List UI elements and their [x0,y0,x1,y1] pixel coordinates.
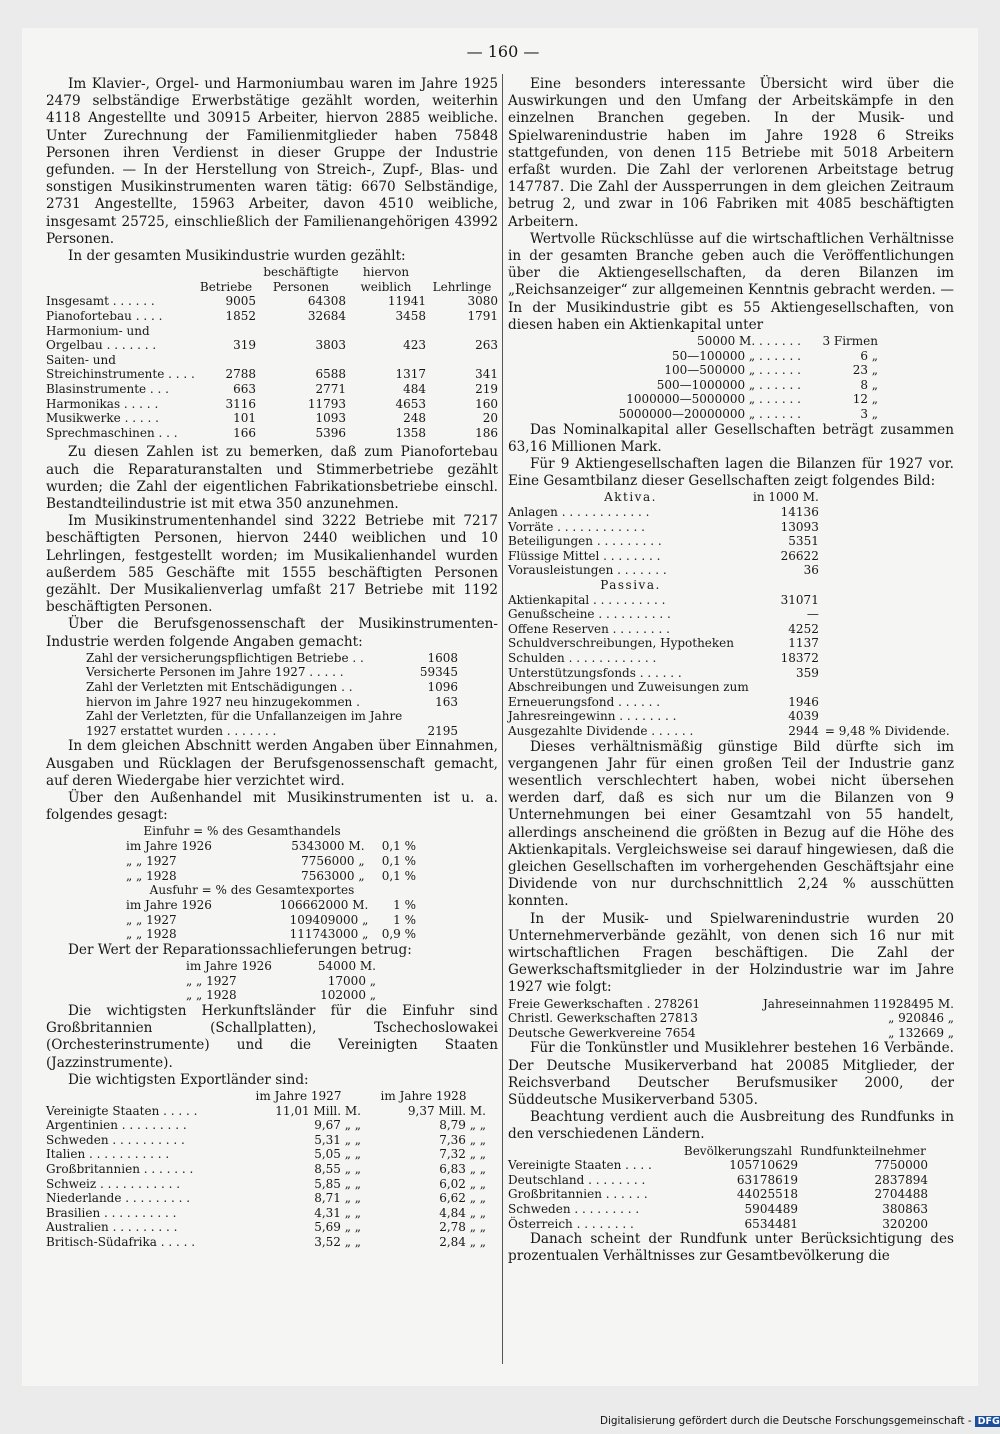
table-cell: 5000000—20000000 „ . . . . . . [618,407,801,422]
table-row [508,1187,928,1202]
table-cell: Beteiligungen . . . . . . . . . [508,534,662,549]
table-cell: „ „ 1927 [126,853,177,868]
table-header-row [508,490,954,505]
table-cell: Australien . . . . . . . . . [46,1220,178,1235]
table-cell: 2788 [225,367,256,382]
table-cell: Genußscheine . . . . . . . . . . [508,607,671,622]
table-row [508,1217,928,1232]
table-row [86,695,458,710]
table-cell: 1 % [393,898,416,913]
table-cell: 106662000 M. [279,898,369,913]
table-row [46,397,498,412]
table-cell: 4039 [788,709,819,724]
table-cell: 5343000 M. [291,839,365,854]
table-cell: Schweden . . . . . . . . . [508,1201,640,1216]
table-row [126,898,416,913]
ausfuhr-heading: Ausfuhr = % des Gesamtexportes [149,883,355,898]
column-header [508,1144,678,1159]
table-cell: 248 [403,411,426,426]
table-cell: 6,83 „ „ [439,1161,486,1176]
table-cell: 6534481 [744,1216,798,1231]
paragraph: Danach scheint der Rundfunk unter Berücksichtigung des prozentualen Verhältnisses zur Gesamtbevölkerung die [508,1231,954,1265]
table-cell: 3458 [395,309,426,324]
column-header: Lehrlinge [432,279,492,294]
table-row [508,680,954,709]
einfuhr-table [126,839,416,883]
table-cell: 0,1 % [381,853,416,868]
table-cell: 1608 [427,650,458,665]
table-row [508,724,954,739]
table-cell: 0,1 % [381,839,416,854]
column-header: hiervon weiblich [360,265,412,294]
table-row [508,1202,928,1217]
table-cell: 101 [233,411,256,426]
table-cell: 2,84 „ „ [439,1234,486,1249]
table-row [508,549,954,564]
table-cell: Vereinigte Staaten . . . . [508,1158,652,1173]
table-row [46,382,498,397]
table-cell: 6588 [315,367,346,382]
table-cell: 7756000 „ [301,853,365,868]
einfuhr-heading: Einfuhr = % des Gesamthandels [143,824,341,839]
column-header: im Jahre 1927 [255,1088,342,1103]
table-cell: „ „ 1927 [186,973,237,988]
table-cell: 12 „ [852,392,878,407]
table-row [46,294,498,309]
table-cell: Anlagen . . . . . . . . . . . . [508,505,650,520]
table-row [508,1158,928,1173]
table-cell: Christl. Gewerkschaften 27813 [508,1011,698,1026]
table-row [508,1011,954,1026]
table-cell: Vorausleistungen . . . . . . . [508,563,667,578]
table-cell: Schweiz . . . . . . . . . . . [46,1176,181,1191]
table-cell: 2195 [427,723,458,738]
table-row [508,1026,954,1041]
column-divider [502,74,503,1364]
table-cell: 2837894 [874,1172,928,1187]
table-cell: 14136 [780,505,819,520]
table-cell: 105710629 [729,1158,798,1173]
table-row [86,709,458,738]
table-row [46,1118,486,1133]
table-cell: 111743000 „ [289,927,369,942]
table-cell: 8,71 „ „ [314,1191,361,1206]
spacer [819,534,954,549]
footer-text: Digitalisierung gefördert durch die Deutsche Forschungsgemeinschaft - [600,1415,972,1427]
table-row [126,913,416,928]
column-header [753,578,819,593]
table-cell: Großbritannien . . . . . . [508,1187,648,1202]
table-header-row [46,265,498,294]
table-cell: 166 [233,425,256,440]
table-cell: 18372 [780,650,819,665]
table-cell: im Jahre 1926 [186,959,272,974]
table-cell: Sprechmaschinen . . . [46,425,178,440]
table-cell: Österreich . . . . . . . . [508,1216,634,1231]
dfg-logo: DFG [975,1416,1000,1427]
table-cell: 2,78 „ „ [439,1220,486,1235]
table-cell: 7,32 „ „ [439,1147,486,1162]
paragraph: In der Musik- und Spielwarenindustrie wurden 20 Unternehmerverbände gezählt, von denen sich 16 nur mit wirtschaftlichen Fragen beschäftigen. Die Zahl der Gewerkschaftsmitglieder in der Holzindustrie war im Jahre 1927 wie folgt: [508,910,954,996]
table-cell: 5,69 „ „ [314,1220,361,1235]
column-header: in 1000 M. [753,490,819,505]
table-cell: Vorräte . . . . . . . . . . . . [508,519,645,534]
paragraph: Das Nominalkapital aller Gesellschaften beträgt zusammen 63,16 Millionen Mark. [508,421,954,455]
table-cell: Schuldverschreibungen, Hypotheken [508,636,735,651]
table-cell: Offene Reserven . . . . . . . . [508,621,670,636]
table-row [46,426,498,441]
table-cell: 1093 [315,411,346,426]
table-cell: 5,85 „ „ [314,1176,361,1191]
table-cell: 3803 [315,338,346,353]
table-cell: 5351 [788,534,819,549]
spacer [819,490,954,505]
table-cell: 9,67 „ „ [314,1118,361,1133]
table-cell: 8 „ [860,377,878,392]
table-cell: hiervon im Jahre 1927 neu hinzugekommen . [86,694,360,709]
table-cell: 423 [403,338,426,353]
table-cell: 6,02 „ „ [439,1176,486,1191]
table-cell: 0,1 % [381,868,416,883]
table-cell: „ 920846 „ [888,1011,954,1026]
radio-table [508,1144,928,1232]
table-cell: 20 [482,411,498,426]
table-row [86,680,458,695]
table-cell: Flüssige Mittel . . . . . . . . [508,548,661,563]
table-row [186,959,376,974]
table-cell: im Jahre 1926 [126,839,212,854]
table-header-row [508,1144,928,1159]
paragraph: Im Musikinstrumentenhandel sind 3222 Betriebe mit 7217 beschäftigten Personen, hiervon 2440 weiblichen und 10 Lehrlingen, festgestellt worden; im Musikalienhandel wurden außerdem 585 Geschäfte mit 1555 beschäftigten Personen gezählt. Der Musikalienverlag umfaßt 217 Betriebe mit 1192 beschäftigten Personen. [46,513,498,616]
table-cell: 3 „ [860,407,878,422]
table-cell: Versicherte Personen im Jahre 1927 . . . . . [86,665,344,680]
column-header: Rundfunkteilnehmer [800,1143,926,1158]
table-cell: Zahl der Verletzten mit Entschädigungen . . [86,679,353,694]
table-row [186,988,376,1003]
balance-table [508,490,954,738]
table-row [508,534,954,549]
table-row [86,651,458,666]
table-cell: 6 „ [860,348,878,363]
table-cell: Italien . . . . . . . . . . . [46,1147,170,1162]
table-cell: 160 [475,396,498,411]
table-cell: Freie Gewerkschaften . 278261 [508,996,701,1011]
section-heading: Passiva. [600,577,661,592]
table-cell: 1791 [467,309,498,324]
table-cell: Brasilien . . . . . . . . . . [46,1205,177,1220]
table-cell: 17000 „ [327,973,376,988]
table-row [126,869,416,884]
paragraph: Über die Berufsgenossenschaft der Musikinstrumenten-Industrie werden folgende Angaben gemacht: [46,616,498,650]
left-column [46,76,498,1249]
table-cell: Pianofortebau . . . . [46,309,163,324]
paragraph: Beachtung verdient auch die Ausbreitung des Rundfunks in den verschiedenen Ländern. [508,1109,954,1143]
paragraph: Die wichtigsten Herkunftsländer für die Einfuhr sind Großbritannien (Schallplatten), Tschechoslowakei (Orchesterinstrumente) und die Vereinigten Staaten (Jazzinstrumente). [46,1002,498,1071]
table-cell: „ „ 1928 [186,988,237,1003]
table-cell: 7750000 [874,1158,928,1173]
table-row [46,1235,486,1250]
paragraph: Die wichtigsten Exportländer sind: [68,1071,309,1088]
paragraph: Der Wert der Reparationssachlieferungen betrug: [68,941,412,958]
table-cell: 3 Firmen [822,334,878,349]
column-header: im Jahre 1928 [380,1088,467,1103]
table-row [508,563,954,578]
table-cell [819,651,954,666]
table-cell: Niederlande . . . . . . . . . [46,1191,191,1206]
table-cell: 13093 [780,519,819,534]
paragraph: Wertvolle Rückschlüsse auf die wirtschaftlichen Verhältnisse in der gesamten Branche geben auch die Veröffentlichungen über die Aktiengesellschaften, da deren Bilanzen im „Reichsanzeiger“ zur allgemeinen Kenntnis gebracht werden. — In der Musikindustrie gibt es 55 Aktiengesellschaften, von diesen haben ein Aktienkapital unter [508,230,954,333]
table-cell: 219 [475,381,498,396]
section-heading: Aktiva. [604,490,657,505]
ausfuhr-table [126,898,416,942]
table-row [508,636,954,651]
table-cell: Deutschland . . . . . . . . [508,1172,646,1187]
table-row [126,854,416,869]
table-row [548,334,878,349]
column-header [46,1089,236,1104]
table-cell: Aktienkapital . . . . . . . . . . [508,592,666,607]
table-row [46,1191,486,1206]
table-cell: Jahreseinnahmen 11928495 M. [763,996,954,1011]
table-cell: 0,9 % [381,927,416,942]
table-cell: 31071 [780,592,819,607]
table-cell: 5904489 [744,1201,798,1216]
table-cell: 102000 „ [320,988,376,1003]
table-row [508,666,954,681]
page-number: — 160 — [466,42,540,61]
table-cell: 9,37 Mill. M. [407,1103,486,1118]
table-row [548,349,878,364]
table-cell: Jahresreingewinn . . . . . . . . [508,709,677,724]
table-row [86,665,458,680]
spacer [819,549,954,564]
table-cell: 11,01 Mill. M. [275,1103,361,1118]
export-table [46,1089,486,1250]
paragraph: In dem gleichen Abschnitt werden Angaben über Einnahmen, Ausgaben und Rücklagen der Berufsgenossenschaft gemacht, auf deren Wiedergabe hier verzichtet wird. [46,738,498,789]
table-cell: 1096 [427,679,458,694]
table-row [508,997,954,1012]
table-row [46,1206,486,1221]
table-cell: 59345 [419,665,458,680]
table-cell: 4,84 „ „ [439,1205,486,1220]
table-cell: Deutsche Gewerkvereine 7654 [508,1025,696,1040]
table-cell: 7,36 „ „ [439,1132,486,1147]
table-cell [819,636,954,651]
table-cell: 3116 [225,396,256,411]
table-cell [819,709,954,724]
table-cell: 64308 [307,294,346,309]
table-cell: 6,62 „ „ [439,1191,486,1206]
table-cell: 54000 M. [317,959,376,974]
table-cell: 3,52 „ „ [314,1234,361,1249]
table-cell: 26622 [780,548,819,563]
table-cell: 1358 [395,425,426,440]
table-cell [819,666,954,681]
column-header: beschäftigte Personen [263,265,339,294]
table-row [46,1162,486,1177]
table-row [508,505,954,520]
table-row [548,363,878,378]
table-cell [819,607,954,622]
table-cell: Saiten- und Streichinstrumente . . . . [46,352,195,382]
table-cell: = 9,48 % Dividende. [824,723,950,738]
table-row [46,1177,486,1192]
table-cell: — [806,607,819,622]
table-cell: 8,79 „ „ [439,1118,486,1133]
table-cell: Musikwerke . . . . . [46,411,159,426]
table-row [46,411,498,426]
table-header-row [508,578,954,593]
table-row [46,1133,486,1148]
table-cell: 359 [795,665,819,680]
table-row [46,309,498,324]
table-cell: Vereinigte Staaten . . . . . [46,1103,198,1118]
table-cell: 5396 [315,425,346,440]
table-row [508,709,954,724]
table-cell: Abschreibungen und Zuweisungen zum Erneuerungsfond . . . . . . [508,680,749,709]
table-cell: 2704488 [874,1187,928,1202]
table-cell: Insgesamt . . . . . . [46,294,155,309]
spacer [819,520,954,535]
table-row [508,520,954,535]
paragraph: Zu diesen Zahlen ist zu bemerken, daß zum Pianofortebau auch die Reparaturanstalten und Stimmerbetriebe gezählt wurden; die Zahl der eigentlichen Fabrikationsbetriebe einschl. Bestandteilindustrie ist mit etwa 350 anzunehmen. [46,444,498,512]
table-cell: Argentinien . . . . . . . . . [46,1118,187,1133]
table-header-row [46,1089,486,1104]
table-cell: 4,31 „ „ [314,1205,361,1220]
table-cell: 3080 [467,294,498,309]
column-header: Bevölkerungszahl [683,1143,793,1158]
paragraph: Für die Tonkünstler und Musiklehrer bestehen 16 Verbände. Der Deutsche Musikerverband hat 20085 Mitglieder, der Reichsverband Deutscher Berufsmusiker 2000, der Süddeutsche Musikerverband 5305. [508,1040,954,1108]
table-cell: 4252 [788,621,819,636]
table-cell: 1317 [395,367,426,382]
paragraph: In der gesamten Musikindustrie wurden gezählt: [68,248,406,265]
table-cell: 11941 [387,294,426,309]
table-cell: Schweden . . . . . . . . . . [46,1132,185,1147]
table-cell: 44025518 [736,1187,798,1202]
table-row [46,324,498,353]
table-cell: „ „ 1928 [126,868,177,883]
table-cell: Schulden . . . . . . . . . . . . [508,650,657,665]
table-row [126,839,416,854]
paragraph: Im Klavier-, Orgel- und Harmoniumbau waren im Jahre 1925 2479 selbständige Erwerbstätige gezählt worden, weiterhin 4118 Angestellte und 30915 Arbeiter, hiervon 2885 weibliche. Unter Zurechnung der Familienmitglieder haben 75848 Personen ihren Verdienst in dieser Gruppe der Industrie gefunden. — In der Herstellung von Streich-, Zupf-, Blas- und sonstigen Musikinstrumenten waren tätig: 6670 Selbständige, 2731 Angestellte, 15963 Arbeiter, davon 4510 weibliche, insgesamt 25725, einschließlich der Familienangehörigen 43992 Personen. [46,76,498,247]
table-cell: 50—100000 „ . . . . . . [672,348,801,363]
table-cell: 263 [475,338,498,353]
table-cell [819,593,954,608]
table-row [508,1173,928,1188]
table-cell [819,622,954,637]
table-cell: 1 % [393,912,416,927]
table-cell: Harmonikas . . . . . [46,396,159,411]
table-cell: 36 [803,563,819,578]
paragraph: Für 9 Aktiengesellschaften lagen die Bilanzen für 1927 vor. Eine Gesamtbilanz dieser Gesellschaften zeigt folgendes Bild: [508,456,954,490]
table-row [46,353,498,382]
column-header [46,265,196,294]
table-cell: Großbritannien . . . . . . . [46,1161,194,1176]
table-row [186,974,376,989]
table-cell: „ 132669 „ [888,1025,954,1040]
table-row [46,1104,486,1119]
table-cell: 380863 [882,1201,928,1216]
table-cell: 2771 [315,381,346,396]
table-cell: 319 [233,338,256,353]
table-cell: „ „ 1927 [126,912,177,927]
table-cell: 1946 [788,694,819,709]
table-cell: Zahl der Verletzten, für die Unfallanzeigen im Jahre 1927 erstattet wurden . . . . . . . [86,709,403,738]
table-cell: 11793 [307,396,346,411]
table-cell: 9005 [225,294,256,309]
table-cell: 500—1000000 „ . . . . . . [656,377,801,392]
union-table [508,997,954,1041]
table-cell: Unterstützungsfonds . . . . . . [508,665,682,680]
table-row [548,378,878,393]
spacer [819,578,954,593]
right-column [508,76,954,1266]
table-cell: 8,55 „ „ [314,1161,361,1176]
table-cell: 484 [403,381,426,396]
table-cell: Britisch-Südafrika . . . . . [46,1234,196,1249]
table-cell: 163 [435,694,458,709]
table-cell [819,680,954,709]
table-cell: 4653 [395,396,426,411]
table-cell: 7563000 „ [301,868,365,883]
table-cell: 1137 [788,636,819,651]
table-row [508,607,954,622]
paragraph: Dieses verhältnismäßig günstige Bild dürfte sich im vergangenen Jahr für einen großen Teil der Industrie ganz wesentlich verschlechtert haben, wobei nicht übersehen werden darf, daß es sich nur um die Bilanzen von 9 Unternehmungen bei einer Gesamtzahl von 55 handelt, allerdings anscheinend die größten in Bezug auf die Höhe des Aktienkapitals. Vergleichsweise sei darauf hingewiesen, daß die gleichen Gesellschaften im vorhergehenden Geschäftsjahr eine Dividende von nur durchschnittlich 2,24 % ausschütten konnten. [508,738,954,910]
table-cell: 23 „ [852,363,878,378]
table-row [548,392,878,407]
table-cell: 109409000 „ [289,912,369,927]
table-cell: „ „ 1928 [126,927,177,942]
industry-table [46,265,498,440]
table-row [46,1147,486,1162]
reparation-table [186,959,376,1003]
table-cell: Blasinstrumente . . . [46,381,169,396]
table-cell: 1852 [225,309,256,324]
table-cell: Ausgezahlte Dividende . . . . . . [508,723,694,738]
spacer [819,505,954,520]
paragraph: Über den Außenhandel mit Musikinstrumenten ist u. a. folgendes gesagt: [46,789,498,824]
table-cell: im Jahre 1926 [126,898,212,913]
table-cell: 2944 [788,723,819,738]
table-cell: 5,31 „ „ [314,1132,361,1147]
table-cell: 1000000—5000000 „ . . . . . . [626,392,801,407]
table-cell: 5,05 „ „ [314,1147,361,1162]
table-cell: 341 [475,367,498,382]
capital-table [548,334,878,422]
table-row [46,1220,486,1235]
table-row [508,622,954,637]
table-cell: Harmonium- und Orgelbau . . . . . . . [46,323,157,353]
table-cell: 186 [475,425,498,440]
table-row [126,927,416,942]
table-cell: 320200 [882,1216,928,1231]
table-row [508,593,954,608]
berufsgenossenschaft-table [86,651,458,739]
table-cell: 32684 [307,309,346,324]
table-cell: 663 [233,381,256,396]
table-row [508,651,954,666]
footer [600,1415,1000,1427]
spacer [819,563,954,578]
table-cell: Zahl der versicherungspflichtigen Betriebe . . [86,650,364,665]
paragraph: Eine besonders interessante Übersicht wird über die Auswirkungen und den Umfang der Arbeitskämpfe in den einzelnen Branchen gegeben. In der Musik- und Spielwarenindustrie haben im Jahre 1928 6 Streiks stattgefunden, von denen 115 Betriebe mit 5018 Arbeitern erfaßt wurden. Die Zahl der verlorenen Arbeitstage betrug 147787. Die Zahl der Aussperrungen in dem gleichen Zeitraum betrug 2, und zwar in 106 Fabriken mit 4085 beschäftigten Arbeitern. [508,76,954,230]
table-cell: 63178619 [736,1172,798,1187]
column-header: Betriebe [199,279,253,294]
table-cell: 100—500000 „ . . . . . . [664,363,801,378]
table-row [548,407,878,422]
table-cell: 50000 M. . . . . . . [697,334,801,349]
